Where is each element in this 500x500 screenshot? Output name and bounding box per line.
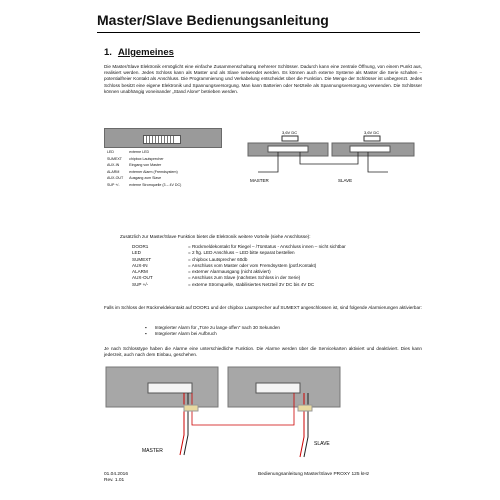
slave-label: SLAVE	[338, 178, 353, 183]
table-row	[107, 183, 185, 188]
slave-terminals	[350, 146, 390, 152]
term-desc: Ausgang zum Slave	[129, 176, 162, 181]
section-title: Allgemeines	[117, 47, 174, 58]
term-key: ALARM	[132, 269, 148, 275]
master-terminal-strip	[148, 383, 192, 393]
term-key: ALARM	[107, 169, 120, 174]
service-paragraph: Je nach Schlosstype haben die Alarme eine unterschiedliche Funktion. Die Alarme werden über die Servicekarten aktiviert und deaktiviert. Dies kann jederzeit, auch nach dem Einbau, geschehen.	[104, 346, 422, 358]
voltage-label-slave: 3,6V DC	[364, 130, 380, 135]
alarm-bullets	[145, 325, 280, 338]
term-desc: = Anschluss vom Master oder vom Fremdsystem (potf.Kontakt)	[188, 262, 317, 268]
term-key: LED	[132, 250, 141, 256]
term-desc: externer Alarm (Fremdsystem)	[129, 169, 178, 174]
footer-date: 01.04.2016	[104, 472, 129, 477]
term-desc: chipbox Lautsprecher	[129, 156, 164, 161]
connection-definitions	[132, 244, 346, 288]
footer-doc-title: Bedienungsanleitung Master/Slave PROXY 125 kHz	[258, 472, 370, 477]
term-key: AUX-IN	[107, 163, 120, 168]
footer-revision: Rev. 1.01	[104, 478, 125, 483]
master-terminals	[268, 146, 308, 152]
term-desc: = Rückmeldekontakt für Riegel – /Türstatus - Anschluss innen – nicht sichtbar	[188, 244, 346, 249]
section-number: 1.	[104, 47, 112, 58]
section-heading	[104, 47, 174, 58]
page-title: Master/Slave Bedienungsanleitung	[97, 12, 329, 28]
term-desc: externe LED	[129, 150, 150, 154]
term-desc: = Anschluss zum Slave (nächstes Schloss in der Serie)	[188, 275, 301, 281]
bullet-item: ▪ Integrierter Alarm bei Aufbruch	[145, 331, 280, 337]
alarm-paragraph: Falls im Schloss der Rückmeldekontakt auf DOOR1 und der chipbox Lautsprecher auf SUMEXT angeschlossen ist, sind folgende Alarmierungen aktivierbar:	[104, 305, 422, 310]
lock-device	[104, 128, 222, 148]
term-key: SUP +/-	[132, 281, 149, 287]
battery-slave	[364, 136, 380, 141]
table-row	[107, 150, 185, 155]
footer-left	[104, 472, 128, 484]
terminal-block	[143, 135, 181, 144]
term-key: SUP +/-	[107, 182, 120, 187]
slave-photo-label: SLAVE	[314, 441, 330, 447]
term-key: AUX-OUT	[132, 275, 153, 281]
term-key: DOOR1	[132, 244, 149, 249]
term-desc: = externer Alarmausgang (nicht aktiviert)	[188, 269, 271, 275]
term-key: SUMEXT	[132, 256, 152, 262]
table-row	[107, 170, 185, 175]
battery-master	[282, 136, 298, 141]
intro-paragraph: Die Master/Slave Elektronik ermöglicht eine einfache Zusammenschaltung mehrerer Schlösser. Dadurch kann eine zentrale Öffnung, von einem Punkt aus, realisiert werden. Jedes Schloss kann als Master und als Slave verwendet werden. Es können auch externe Systeme als Master die Serie schalten – potentialfreier Kontakt als Anschluss. Die Programmierung und Verkabelung entscheidet über die Funktion. Die Menge der Schlösser ist unbegrenzt. Jedes Schloss besitzt eine eigene Elektronik und Spannungsversorgung. Man kann Batterien oder Netzteile als Spannungsversorgung verwenden. Die Schlösser können unabhängig voneinander „Stand Alone“ betrieben werden.	[104, 64, 422, 94]
figure-wiring-photo	[104, 365, 422, 465]
master-label: MASTER	[250, 178, 269, 183]
table-row	[107, 176, 185, 181]
table-row	[107, 163, 185, 168]
term-key: AUX-OUT	[107, 176, 124, 181]
term-key: AUX-IN	[132, 262, 148, 268]
term-key: SUMEXT	[107, 156, 122, 161]
slave-terminal-strip	[256, 383, 300, 393]
figure-master-slave-wiring	[238, 126, 424, 196]
voltage-label-master: 3,6V DC	[282, 130, 298, 135]
term-key: LED	[107, 150, 114, 154]
term-desc: Eingang von Master	[129, 163, 162, 168]
connector-slave	[298, 405, 312, 411]
term-desc: = chipbox Lautsprecher 60db	[188, 256, 248, 262]
table-row	[107, 157, 185, 162]
intro2-text: Zusätzlich zur Master/Slave Funktion bietet die Elektronik weitere Vorteile (siehe Anschlüsse):	[120, 234, 311, 239]
table-row	[132, 282, 346, 288]
title-rule	[97, 32, 420, 33]
master-photo-label: MASTER	[142, 448, 163, 454]
connector-master	[184, 405, 198, 411]
bullet-item: ▪ Integrierter Alarm für „Türe zu lange offen“ nach 30 Sekunden	[145, 325, 280, 331]
term-desc: externe Stromquelle (3 – 4V DC)	[129, 182, 182, 187]
term-desc: = 2 ftg. LED Anschluss – LED bitte separat bestellen	[188, 250, 295, 256]
term-desc: = externe Stromquelle, stabilisiertes Netzteil 3V DC bis 4V DC	[188, 281, 315, 287]
terminal-legend	[105, 148, 187, 190]
